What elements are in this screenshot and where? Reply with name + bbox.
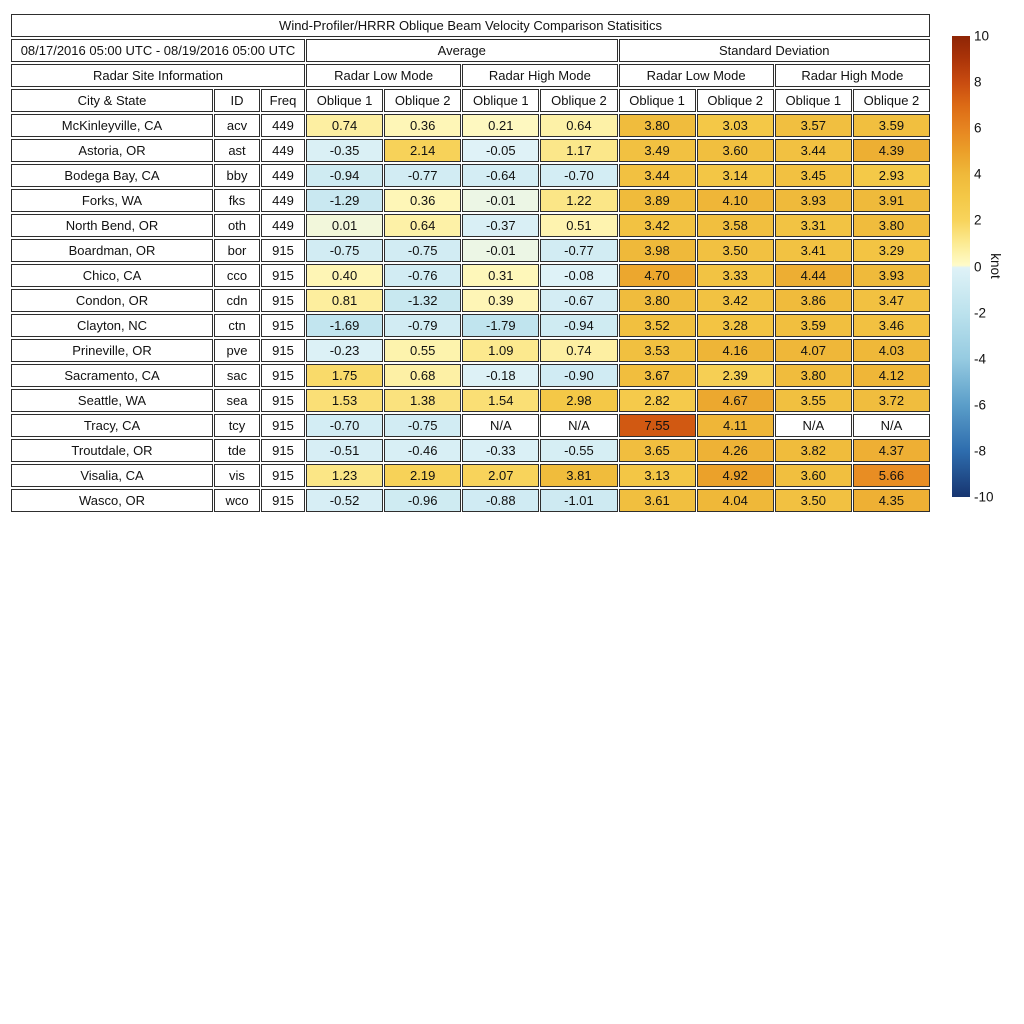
col-header-oblique2: Oblique 2 [384,89,461,112]
cell-value: -0.08 [540,264,617,287]
cell-city-state: Prineville, OR [11,339,213,362]
table-row [11,114,930,137]
cell-value: N/A [540,414,617,437]
cell-id: oth [214,214,260,237]
cell-value: 3.55 [775,389,852,412]
cell-value: 4.11 [697,414,774,437]
cell-value: 0.64 [540,114,617,137]
cell-freq: 915 [261,364,305,387]
cell-value: 3.60 [697,139,774,162]
cell-value: 3.80 [775,364,852,387]
cell-city-state: Chico, CA [11,264,213,287]
cell-value: 3.82 [775,439,852,462]
cell-city-state: Seattle, WA [11,389,213,412]
cell-value: -0.33 [462,439,539,462]
stats-table [10,12,931,514]
cell-freq: 449 [261,214,305,237]
cell-value: -0.75 [384,239,461,262]
mode-header-row [11,64,930,87]
cell-value: 3.50 [775,489,852,512]
cell-value: -0.77 [540,239,617,262]
cell-city-state: McKinleyville, CA [11,114,213,137]
cell-value: 1.22 [540,189,617,212]
cell-value: 1.38 [384,389,461,412]
cell-value: -0.75 [384,414,461,437]
cell-value: 2.39 [697,364,774,387]
mode-header-std-high: Radar High Mode [775,64,930,87]
cell-value: -1.29 [306,189,383,212]
cell-value: 3.59 [775,314,852,337]
cell-value: -0.01 [462,239,539,262]
cell-value: -1.32 [384,289,461,312]
colorbar-tick-label: -4 [974,351,987,367]
date-range: 08/17/2016 05:00 UTC - 08/19/2016 05:00 UTC [11,39,305,62]
column-header-row [11,89,930,112]
cell-value: 4.07 [775,339,852,362]
cell-value: -1.69 [306,314,383,337]
cell-value: 2.19 [384,464,461,487]
cell-value: 3.47 [853,289,930,312]
col-header-oblique1: Oblique 1 [462,89,539,112]
cell-value: 3.80 [619,114,696,137]
cell-value: 4.04 [697,489,774,512]
cell-value: -0.70 [540,164,617,187]
cell-value: 3.80 [619,289,696,312]
cell-value: -0.46 [384,439,461,462]
colorbar-unit-label: knot [988,253,1003,279]
cell-value: 3.41 [775,239,852,262]
cell-value: 0.74 [306,114,383,137]
cell-value: 0.68 [384,364,461,387]
cell-city-state: Wasco, OR [11,489,213,512]
table-row [11,214,930,237]
cell-id: cco [214,264,260,287]
mode-header-avg-low: Radar Low Mode [306,64,461,87]
cell-value: 3.46 [853,314,930,337]
cell-value: -0.35 [306,139,383,162]
colorbar-tick-label: -6 [974,397,987,413]
colorbar [952,28,1024,505]
cell-value: 2.82 [619,389,696,412]
cell-value: 3.59 [853,114,930,137]
cell-value: 3.72 [853,389,930,412]
cell-value: -0.01 [462,189,539,212]
colorbar-tick-label: 4 [974,166,982,182]
cell-id: sea [214,389,260,412]
cell-value: 1.53 [306,389,383,412]
cell-value: 3.89 [619,189,696,212]
cell-id: bby [214,164,260,187]
cell-value: -0.51 [306,439,383,462]
cell-value: 4.92 [697,464,774,487]
mode-header-avg-high: Radar High Mode [462,64,617,87]
cell-value: 3.31 [775,214,852,237]
cell-value: 1.54 [462,389,539,412]
cell-value: 4.37 [853,439,930,462]
cell-id: ast [214,139,260,162]
table-row [11,314,930,337]
cell-city-state: Condon, OR [11,289,213,312]
cell-value: 4.39 [853,139,930,162]
cell-freq: 915 [261,389,305,412]
cell-id: ctn [214,314,260,337]
cell-value: 3.44 [619,164,696,187]
col-header-oblique2: Oblique 2 [540,89,617,112]
cell-freq: 915 [261,289,305,312]
cell-value: 4.26 [697,439,774,462]
table-row [11,389,930,412]
cell-value: 0.36 [384,189,461,212]
cell-value: 0.39 [462,289,539,312]
cell-id: sac [214,364,260,387]
cell-value: 1.17 [540,139,617,162]
cell-freq: 449 [261,189,305,212]
table-row [11,239,930,262]
cell-city-state: Astoria, OR [11,139,213,162]
cell-value: 5.66 [853,464,930,487]
cell-freq: 915 [261,414,305,437]
cell-id: tcy [214,414,260,437]
table-row [11,164,930,187]
cell-value: 4.35 [853,489,930,512]
col-header-freq: Freq [261,89,305,112]
cell-value: 3.98 [619,239,696,262]
cell-value: 4.16 [697,339,774,362]
cell-value: -0.52 [306,489,383,512]
cell-value: 3.33 [697,264,774,287]
table-title: Wind-Profiler/HRRR Oblique Beam Velocity Comparison Statisitics [11,14,930,37]
cell-value: -0.23 [306,339,383,362]
group-header-standard-deviation: Standard Deviation [619,39,931,62]
cell-value: -0.88 [462,489,539,512]
cell-value: 0.36 [384,114,461,137]
cell-freq: 915 [261,339,305,362]
cell-value: 3.58 [697,214,774,237]
colorbar-tick-label: 10 [974,28,990,44]
cell-value: 0.55 [384,339,461,362]
cell-city-state: Forks, WA [11,189,213,212]
cell-value: 2.93 [853,164,930,187]
cell-value: -0.75 [306,239,383,262]
cell-value: 3.60 [775,464,852,487]
cell-id: cdn [214,289,260,312]
cell-value: N/A [853,414,930,437]
col-header-id: ID [214,89,260,112]
title-row [11,14,930,37]
cell-value: 3.03 [697,114,774,137]
cell-id: acv [214,114,260,137]
col-header-oblique1: Oblique 1 [306,89,383,112]
cell-freq: 449 [261,114,305,137]
table-row [11,264,930,287]
cell-value: -0.70 [306,414,383,437]
cell-value: 3.28 [697,314,774,337]
colorbar-tick-label: 8 [974,74,982,90]
cell-value: 3.49 [619,139,696,162]
cell-value: 0.51 [540,214,617,237]
mode-header-std-low: Radar Low Mode [619,64,774,87]
cell-value: 3.81 [540,464,617,487]
cell-value: 4.10 [697,189,774,212]
cell-id: fks [214,189,260,212]
table-row [11,189,930,212]
col-header-oblique2: Oblique 2 [697,89,774,112]
table-row [11,439,930,462]
cell-value: 0.40 [306,264,383,287]
cell-value: 0.74 [540,339,617,362]
col-header-city-state: City & State [11,89,213,112]
cell-value: 3.91 [853,189,930,212]
cell-value: 3.67 [619,364,696,387]
col-header-oblique1: Oblique 1 [619,89,696,112]
cell-value: 3.86 [775,289,852,312]
cell-freq: 449 [261,139,305,162]
cell-freq: 449 [261,164,305,187]
cell-value: 3.52 [619,314,696,337]
cell-id: pve [214,339,260,362]
cell-value: 3.80 [853,214,930,237]
table-row [11,364,930,387]
table-row [11,289,930,312]
cell-value: 2.07 [462,464,539,487]
table-row [11,414,930,437]
cell-value: -0.67 [540,289,617,312]
table-row [11,489,930,512]
cell-freq: 915 [261,464,305,487]
cell-value: -1.79 [462,314,539,337]
colorbar-tick-label: -2 [974,305,987,321]
cell-value: N/A [462,414,539,437]
cell-value: -0.77 [384,164,461,187]
cell-value: 4.44 [775,264,852,287]
cell-value: 0.64 [384,214,461,237]
cell-value: -1.01 [540,489,617,512]
cell-freq: 915 [261,239,305,262]
cell-value: 3.45 [775,164,852,187]
table-row [11,339,930,362]
cell-value: 3.44 [775,139,852,162]
cell-value: -0.94 [540,314,617,337]
group-header-average: Average [306,39,618,62]
site-info-header: Radar Site Information [11,64,305,87]
cell-value: 3.65 [619,439,696,462]
cell-value: 3.42 [619,214,696,237]
table-row [11,139,930,162]
cell-city-state: Bodega Bay, CA [11,164,213,187]
cell-value: 3.29 [853,239,930,262]
colorbar-tick-label: 6 [974,120,982,136]
cell-city-state: Boardman, OR [11,239,213,262]
cell-value: 0.81 [306,289,383,312]
cell-value: 3.93 [775,189,852,212]
cell-value: 3.93 [853,264,930,287]
table-row [11,464,930,487]
table-body [11,114,930,512]
cell-value: 3.57 [775,114,852,137]
cell-value: 4.70 [619,264,696,287]
cell-value: -0.76 [384,264,461,287]
colorbar-tick-label: -10 [974,489,994,505]
colorbar-tick-label: 2 [974,212,982,228]
cell-city-state: North Bend, OR [11,214,213,237]
cell-value: -0.37 [462,214,539,237]
cell-value: 3.61 [619,489,696,512]
col-header-oblique1: Oblique 1 [775,89,852,112]
cell-value: -0.94 [306,164,383,187]
cell-value: 0.21 [462,114,539,137]
cell-value: -0.64 [462,164,539,187]
col-header-oblique2: Oblique 2 [853,89,930,112]
cell-value: -0.79 [384,314,461,337]
cell-value: N/A [775,414,852,437]
cell-id: tde [214,439,260,462]
cell-value: -0.05 [462,139,539,162]
cell-city-state: Clayton, NC [11,314,213,337]
colorbar-tick-label: -8 [974,443,987,459]
cell-value: 3.53 [619,339,696,362]
cell-city-state: Troutdale, OR [11,439,213,462]
cell-value: 4.03 [853,339,930,362]
cell-value: 3.50 [697,239,774,262]
cell-id: vis [214,464,260,487]
cell-value: 0.01 [306,214,383,237]
cell-value: 7.55 [619,414,696,437]
colorbar-gradient [952,36,970,497]
colorbar-tick-label: 0 [974,259,982,274]
cell-value: 4.12 [853,364,930,387]
cell-value: 1.23 [306,464,383,487]
cell-freq: 915 [261,439,305,462]
cell-city-state: Tracy, CA [11,414,213,437]
cell-value: 3.14 [697,164,774,187]
group-header-row [11,39,930,62]
cell-value: -0.55 [540,439,617,462]
cell-value: 1.09 [462,339,539,362]
cell-value: 2.98 [540,389,617,412]
cell-freq: 915 [261,264,305,287]
cell-id: bor [214,239,260,262]
cell-value: -0.96 [384,489,461,512]
cell-city-state: Sacramento, CA [11,364,213,387]
cell-value: 2.14 [384,139,461,162]
cell-value: -0.90 [540,364,617,387]
cell-freq: 915 [261,314,305,337]
cell-value: 3.42 [697,289,774,312]
cell-freq: 915 [261,489,305,512]
cell-value: 4.67 [697,389,774,412]
cell-id: wco [214,489,260,512]
cell-value: -0.18 [462,364,539,387]
cell-value: 1.75 [306,364,383,387]
cell-value: 0.31 [462,264,539,287]
cell-city-state: Visalia, CA [11,464,213,487]
cell-value: 3.13 [619,464,696,487]
